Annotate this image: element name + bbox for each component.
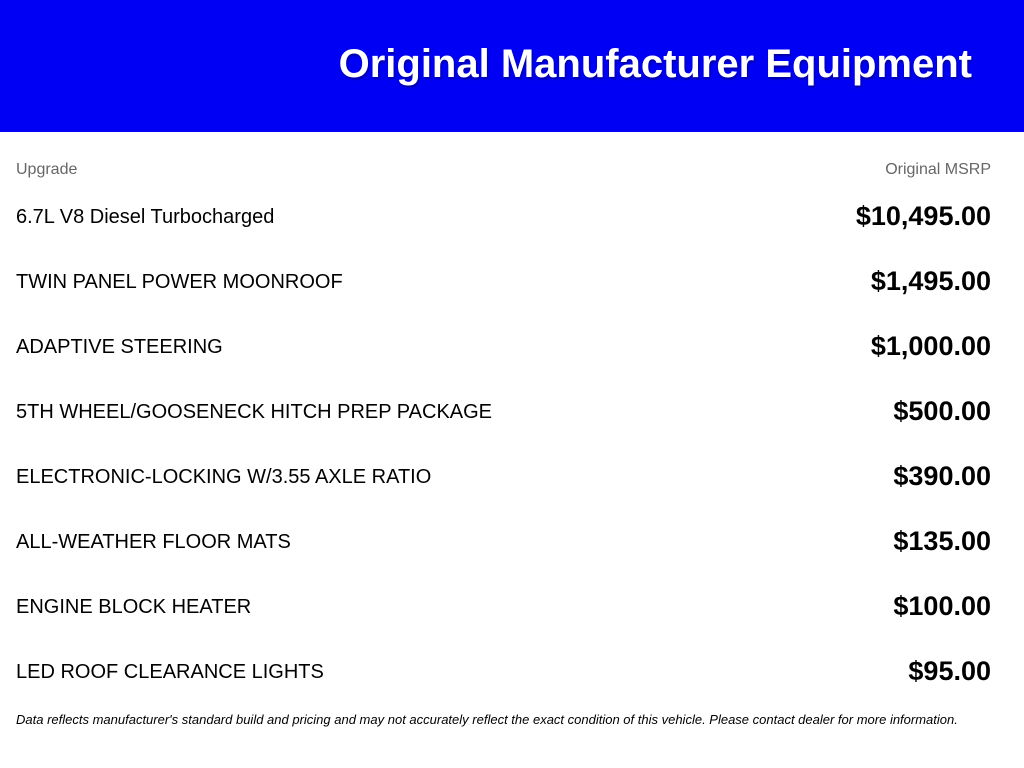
item-price: $1,495.00 — [870, 266, 991, 296]
item-name: 6.7L V8 Diesel Turbocharged — [16, 206, 275, 228]
item-name: ENGINE BLOCK HEATER — [16, 596, 252, 618]
disclaimer-text: Data reflects manufacturer's standard build and pricing and may not accurately reflect the exact condition of this vehicle. Please contact dealer for more information. — [16, 712, 958, 727]
item-price: $135.00 — [893, 526, 991, 556]
list-item — [16, 510, 991, 575]
item-price: $1,000.00 — [870, 331, 991, 361]
list-item — [16, 250, 991, 315]
item-name: TWIN PANEL POWER MOONROOF — [16, 271, 343, 293]
item-name: ADAPTIVE STEERING — [16, 336, 223, 358]
list-item — [16, 575, 991, 640]
list-item — [16, 445, 991, 510]
item-name: 5TH WHEEL/GOOSENECK HITCH PREP PACKAGE — [16, 401, 493, 423]
item-name: ELECTRONIC-LOCKING W/3.55 AXLE RATIO — [16, 466, 432, 488]
list-item — [16, 380, 991, 445]
item-price: $500.00 — [893, 396, 991, 426]
item-price: $95.00 — [908, 656, 991, 686]
equipment-list — [16, 185, 991, 705]
item-name: ALL-WEATHER FLOOR MATS — [16, 531, 291, 553]
header-banner — [0, 0, 1024, 132]
item-name: LED ROOF CLEARANCE LIGHTS — [16, 661, 324, 683]
list-item — [16, 315, 991, 380]
list-item — [16, 185, 991, 250]
list-item — [16, 640, 991, 705]
item-price: $390.00 — [893, 461, 991, 491]
item-price: $10,495.00 — [855, 201, 991, 231]
item-price: $100.00 — [893, 591, 991, 621]
column-header-msrp: Original MSRP — [885, 161, 991, 178]
page-title: Original Manufacturer Equipment — [338, 42, 972, 86]
column-header-upgrade: Upgrade — [16, 161, 78, 178]
